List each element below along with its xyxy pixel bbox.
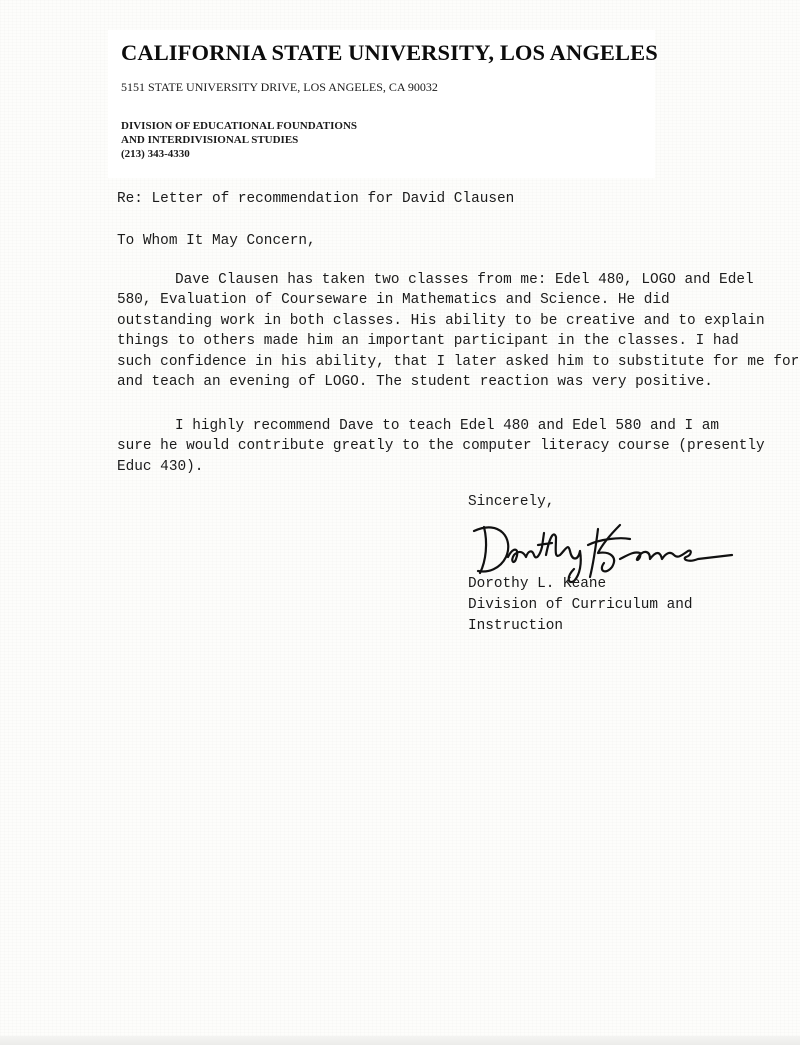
university-name: CALIFORNIA STATE UNIVERSITY, LOS ANGELES (121, 40, 658, 65)
division-name-line-2: AND INTERDIVISIONAL STUDIES (121, 134, 299, 146)
signer-title-line-2: Instruction (468, 618, 563, 634)
division-block (121, 119, 357, 161)
paragraph-1-line: outstanding work in both classes. His ability to be creative and to explain (117, 312, 765, 329)
paragraph-1-line: Dave Clausen has taken two classes from me: Edel 480, LOGO and Edel (175, 272, 754, 288)
signature-block (468, 574, 693, 637)
division-name-line-1: DIVISION OF EDUCATIONAL FOUNDATIONS (121, 120, 358, 132)
signer-name: Dorothy L. Keane (468, 576, 607, 592)
paragraph-2 (117, 416, 765, 477)
paragraph-1-line: and teach an evening of LOGO. The student reaction was very positive. (117, 374, 713, 391)
paragraph-2-line: Educ 430). (117, 458, 204, 475)
signer-title-line-1: Division of Curriculum and (468, 597, 693, 613)
university-address: 5151 STATE UNIVERSITY DRIVE, LOS ANGELES, CA 90032 (121, 80, 438, 94)
paper-bottom-edge (0, 1036, 800, 1045)
salutation: To Whom It May Concern, (117, 233, 316, 249)
division-phone: (213) 343-4330 (121, 148, 190, 160)
closing: Sincerely, (468, 494, 555, 510)
paragraph-1-line: things to others made him an important participant in the classes. I had (117, 333, 739, 350)
paragraph-2-line: sure he would contribute greatly to the computer literacy course (presently (117, 438, 765, 455)
paragraph-1-line: 580, Evaluation of Courseware in Mathematics and Science. He did (117, 292, 670, 309)
paragraph-1-line: such confidence in his ability, that I later asked him to substitute for me for (117, 353, 800, 370)
subject-line: Re: Letter of recommendation for David Clausen (117, 191, 515, 207)
paragraph-2-line: I highly recommend Dave to teach Edel 480 and Edel 580 and I am (175, 418, 720, 434)
paragraph-1 (117, 270, 799, 392)
